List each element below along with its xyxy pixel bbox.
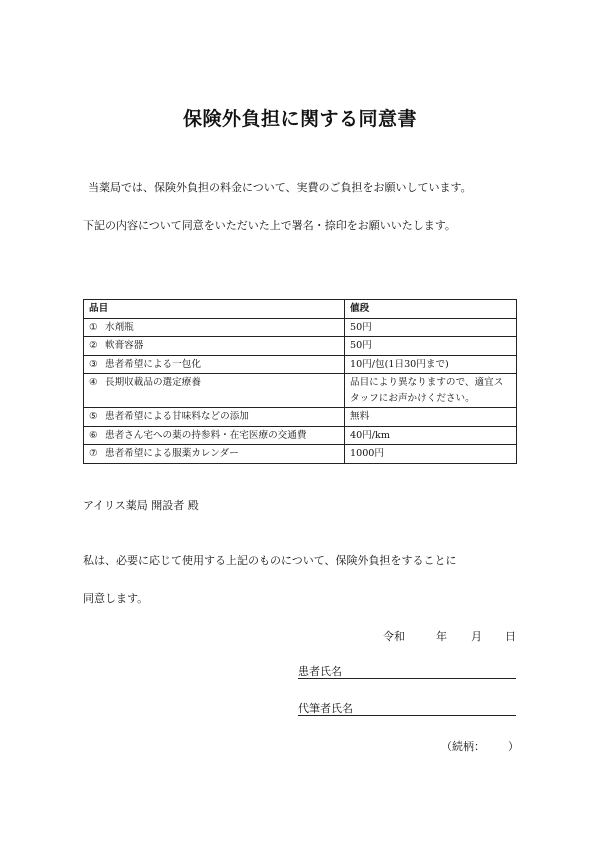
row-price: 40円/km [345,426,517,445]
date-day: 日 [505,630,516,643]
table-row [84,426,517,445]
intro-line-1: 当薬局では、保険外負担の料金について、実費のご負担をお願いしています。 [88,181,472,194]
fee-table [83,299,517,464]
table-row [84,445,517,464]
table-row [84,337,517,356]
row-number: ② [89,340,98,351]
consent-line-2: 同意します。 [83,592,149,605]
row-item: 軟膏容器 [105,340,144,351]
date-month: 月 [471,630,482,643]
table-row [84,408,517,427]
patient-name-label: 患者氏名 [298,665,342,678]
row-number: ④ [89,377,98,388]
table-row [84,374,517,408]
addressee: アイリス薬局 開設者 殿 [83,499,199,512]
table-row [84,355,517,374]
row-number: ⑥ [89,429,98,441]
row-item: 患者さん宅への薬の持参料・在宅医療の交通費 [105,429,307,441]
table-header-row [84,300,517,319]
row-price: 50円 [345,337,517,356]
consent-line-1: 私は、必要に応じて使用する上記のものについて、保険外負担をすることに [83,554,457,567]
row-price: 品目により異なりますので、適宜スタッフにお声かけください。 [345,374,517,408]
proxy-name-label: 代筆者氏名 [298,702,353,715]
date-era: 令和 [383,630,405,643]
row-price: 10円/包(1日30円まで) [345,355,517,374]
patient-name-field[interactable] [298,663,516,679]
row-price: 無料 [345,408,517,427]
document-title: 保険外負担に関する同意書 [182,108,417,130]
intro-line-2: 下記の内容について同意をいただいた上で署名・捺印をお願いいたします。 [83,219,456,232]
row-number: ① [89,321,98,333]
row-number: ③ [89,358,98,370]
date-year: 年 [436,630,447,643]
relationship-label: （続柄： [441,740,485,753]
row-item: 患者希望による一包化 [105,358,201,370]
row-number: ⑦ [89,448,98,459]
row-number: ⑤ [89,411,98,422]
row-price: 50円 [345,318,517,337]
header-item: 品目 [84,300,345,319]
proxy-name-field[interactable] [298,700,516,716]
row-item: 患者希望による甘味料などの添加 [105,411,249,422]
relationship-close: ） [508,740,519,753]
table-row [84,318,517,337]
row-price: 1000円 [345,445,517,464]
row-item: 患者希望による服薬カレンダー [105,448,239,459]
row-item: 長期収載品の選定療養 [105,377,201,388]
row-item: 水剤瓶 [105,321,134,333]
header-price: 値段 [345,300,517,319]
